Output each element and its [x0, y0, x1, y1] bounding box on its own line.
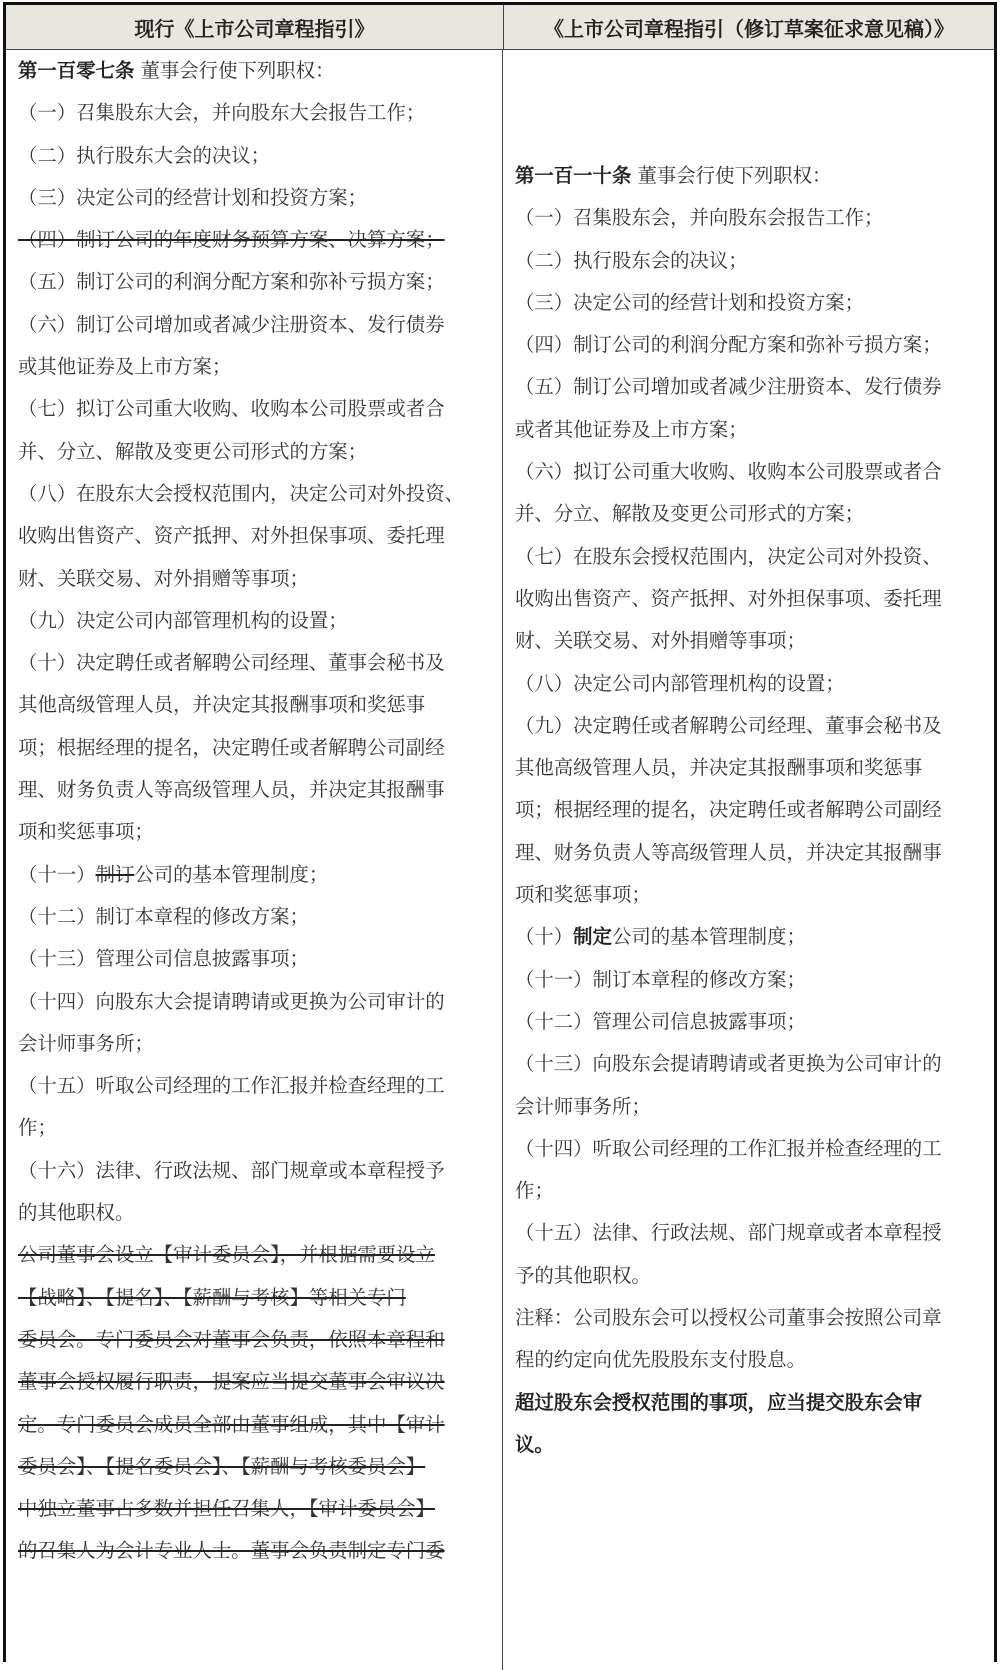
- article-heading: [515, 155, 984, 197]
- list-item: （十）决定聘任或者解聘公司经理、董事会秘书及: [18, 651, 445, 675]
- list-item: [18, 854, 492, 896]
- list-item: （一）召集股东大会，并向股东大会报告工作；: [18, 101, 426, 125]
- list-item: 董事会授权履行职责，提案应当提交董事会审议决: [18, 1370, 445, 1394]
- list-item: 收购出售资产、资产抵押、对外担保事项、委托理: [18, 524, 445, 548]
- list-item: （五）制订公司增加或者减少注册资本、发行债券: [515, 375, 942, 399]
- list-item: 作；: [18, 1116, 57, 1140]
- list-item: 委员会。专门委员会对董事会负责，依照本章程和: [18, 1327, 445, 1351]
- list-item: 或其他证券及上市方案；: [18, 355, 232, 379]
- list-item: 超过股东会授权范围的事项，应当提交股东会审: [515, 1390, 923, 1414]
- list-item: 会计师事务所；: [18, 1031, 154, 1055]
- list-item: （三）决定公司的经营计划和投资方案；: [515, 290, 865, 314]
- bold-note: [515, 1382, 984, 1467]
- list-item: 理、财务负责人等高级管理人员，并决定其报酬事: [18, 778, 445, 802]
- list-item: （四）制订公司的利润分配方案和弥补亏损方案；: [515, 333, 942, 357]
- list-item: （九）决定聘任或者解聘公司经理、董事会秘书及: [515, 713, 942, 737]
- list-item: 项和奖惩事项；: [18, 820, 154, 844]
- list-item: 项；根据经理的提名，决定聘任或者解聘公司副经: [515, 798, 942, 822]
- list-item: （六）制订公司增加或者减少注册资本、发行债券: [18, 312, 445, 336]
- list-item: 并、分立、解散及变更公司形式的方案；: [515, 502, 865, 526]
- list-item: 或者其他证券及上市方案；: [515, 417, 748, 441]
- list-item: （二）执行股东会的决议；: [515, 248, 748, 272]
- article-number: 第一百零七条: [18, 59, 135, 82]
- current-guideline-column: [6, 50, 503, 1670]
- deleted-text: 制订: [95, 862, 135, 886]
- list-item: （十三）管理公司信息披露事项；: [18, 947, 309, 971]
- list-item: 并、分立、解散及变更公司形式的方案；: [18, 439, 368, 463]
- list-item: 予的其他职权。: [515, 1263, 651, 1287]
- right-items-after-list: [515, 959, 984, 1382]
- revised-draft-column: [503, 50, 994, 1670]
- header-revised-draft: 《上市公司章程指引（修订草案征求意见稿）》: [544, 16, 954, 41]
- list-item: （六）拟订公司重大收购、收购本公司股票或者合: [515, 460, 942, 484]
- list-item: 【战略】、【提名】、【薪酬与考核】等相关专门: [18, 1285, 406, 1309]
- list-item: （十一）制订本章程的修改方案；: [515, 967, 806, 991]
- list-item: 程的约定向优先股股东支付股息。: [515, 1348, 806, 1372]
- article-number: 第一百一十条: [515, 164, 632, 187]
- list-item: 其他高级管理人员，并决定其报酬事项和奖惩事: [515, 756, 923, 780]
- list-item: （十五）听取公司经理的工作汇报并检查经理的工: [18, 1074, 445, 1098]
- table-body-row: [6, 50, 994, 1670]
- list-item: 注释：公司股东会可以授权公司董事会按照公司章: [515, 1306, 942, 1330]
- list-item: 公司董事会设立【审计委员会】，并根据需要设立: [18, 1243, 435, 1267]
- item-text: 公司的基本管理制度；: [134, 862, 329, 886]
- article-intro: 董事会行使下列职权：: [134, 59, 335, 82]
- article-intro: 董事会行使下列职权：: [631, 164, 832, 187]
- list-item: （十二）管理公司信息披露事项；: [515, 1009, 806, 1033]
- list-item: （八）决定公司内部管理机构的设置；: [515, 671, 845, 695]
- list-item: 其他高级管理人员，并决定其报酬事项和奖惩事: [18, 693, 426, 717]
- article-heading: [18, 50, 492, 92]
- list-item: （四）制订公司的年度财务预算方案、决算方案；: [18, 228, 445, 252]
- right-items-list: [515, 197, 984, 916]
- left-items-list: [18, 92, 492, 853]
- left-items-after-list: [18, 896, 492, 1573]
- item-text: 公司的基本管理制度；: [611, 925, 806, 949]
- list-item: 会计师事务所；: [515, 1094, 651, 1118]
- list-item: 收购出售资产、资产抵押、对外担保事项、委托理: [515, 586, 942, 610]
- list-item: 项和奖惩事项；: [515, 883, 651, 907]
- list-item: 理、财务负责人等高级管理人员，并决定其报酬事: [515, 840, 942, 864]
- list-item: 财、关联交易、对外捐赠等事项；: [18, 566, 309, 590]
- list-item: （九）决定公司内部管理机构的设置；: [18, 608, 348, 632]
- list-item: （五）制订公司的利润分配方案和弥补亏损方案；: [18, 270, 445, 294]
- list-item: 财、关联交易、对外捐赠等事项；: [515, 629, 806, 653]
- list-item: （十二）制订本章程的修改方案；: [18, 904, 309, 928]
- list-item: （一）召集股东会，并向股东会报告工作；: [515, 206, 884, 230]
- list-item: 定。专门委员会成员全部由董事组成，其中【审计: [18, 1412, 445, 1436]
- list-item: （十三）向股东会提请聘请或者更换为公司审计的: [515, 1052, 942, 1076]
- list-item: （二）执行股东大会的决议；: [18, 143, 271, 167]
- list-item: （十四）听取公司经理的工作汇报并检查经理的工: [515, 1136, 942, 1160]
- table-header-row: [6, 5, 994, 50]
- list-item: （十六）法律、行政法规、部门规章或本章程授予: [18, 1158, 445, 1182]
- list-item: [515, 916, 984, 958]
- list-item: 项；根据经理的提名，决定聘任或者解聘公司副经: [18, 735, 445, 759]
- list-item: （七）在股东会授权范围内，决定公司对外投资、: [515, 544, 942, 568]
- list-item: 议。: [515, 1432, 554, 1456]
- list-item: （三）决定公司的经营计划和投资方案；: [18, 185, 368, 209]
- header-current-guideline: 现行《上市公司章程指引》: [6, 5, 504, 49]
- list-item: （七）拟订公司重大收购、收购本公司股票或者合: [18, 397, 445, 421]
- list-item: 的召集人为会计专业人士。董事会负责制定专门委: [18, 1539, 445, 1563]
- list-item: 作；: [515, 1179, 554, 1203]
- item-prefix: （十一）: [18, 862, 96, 886]
- list-item: （八）在股东大会授权范围内，决定公司对外投资、: [18, 481, 464, 505]
- added-text: 制定: [573, 925, 612, 949]
- list-item: （十五）法律、行政法规、部门规章或者本章程授: [515, 1221, 942, 1245]
- list-item: （十四）向股东大会提请聘请或更换为公司审计的: [18, 989, 445, 1013]
- list-item: 委员会】、【提名委员会】、【薪酬与考核委员会】: [18, 1454, 426, 1478]
- comparison-table: [3, 2, 997, 1662]
- list-item: 中独立董事占多数并担任召集人，【审计委员会】: [18, 1497, 435, 1521]
- item-prefix: （十）: [515, 925, 574, 949]
- list-item: 的其他职权。: [18, 1201, 135, 1225]
